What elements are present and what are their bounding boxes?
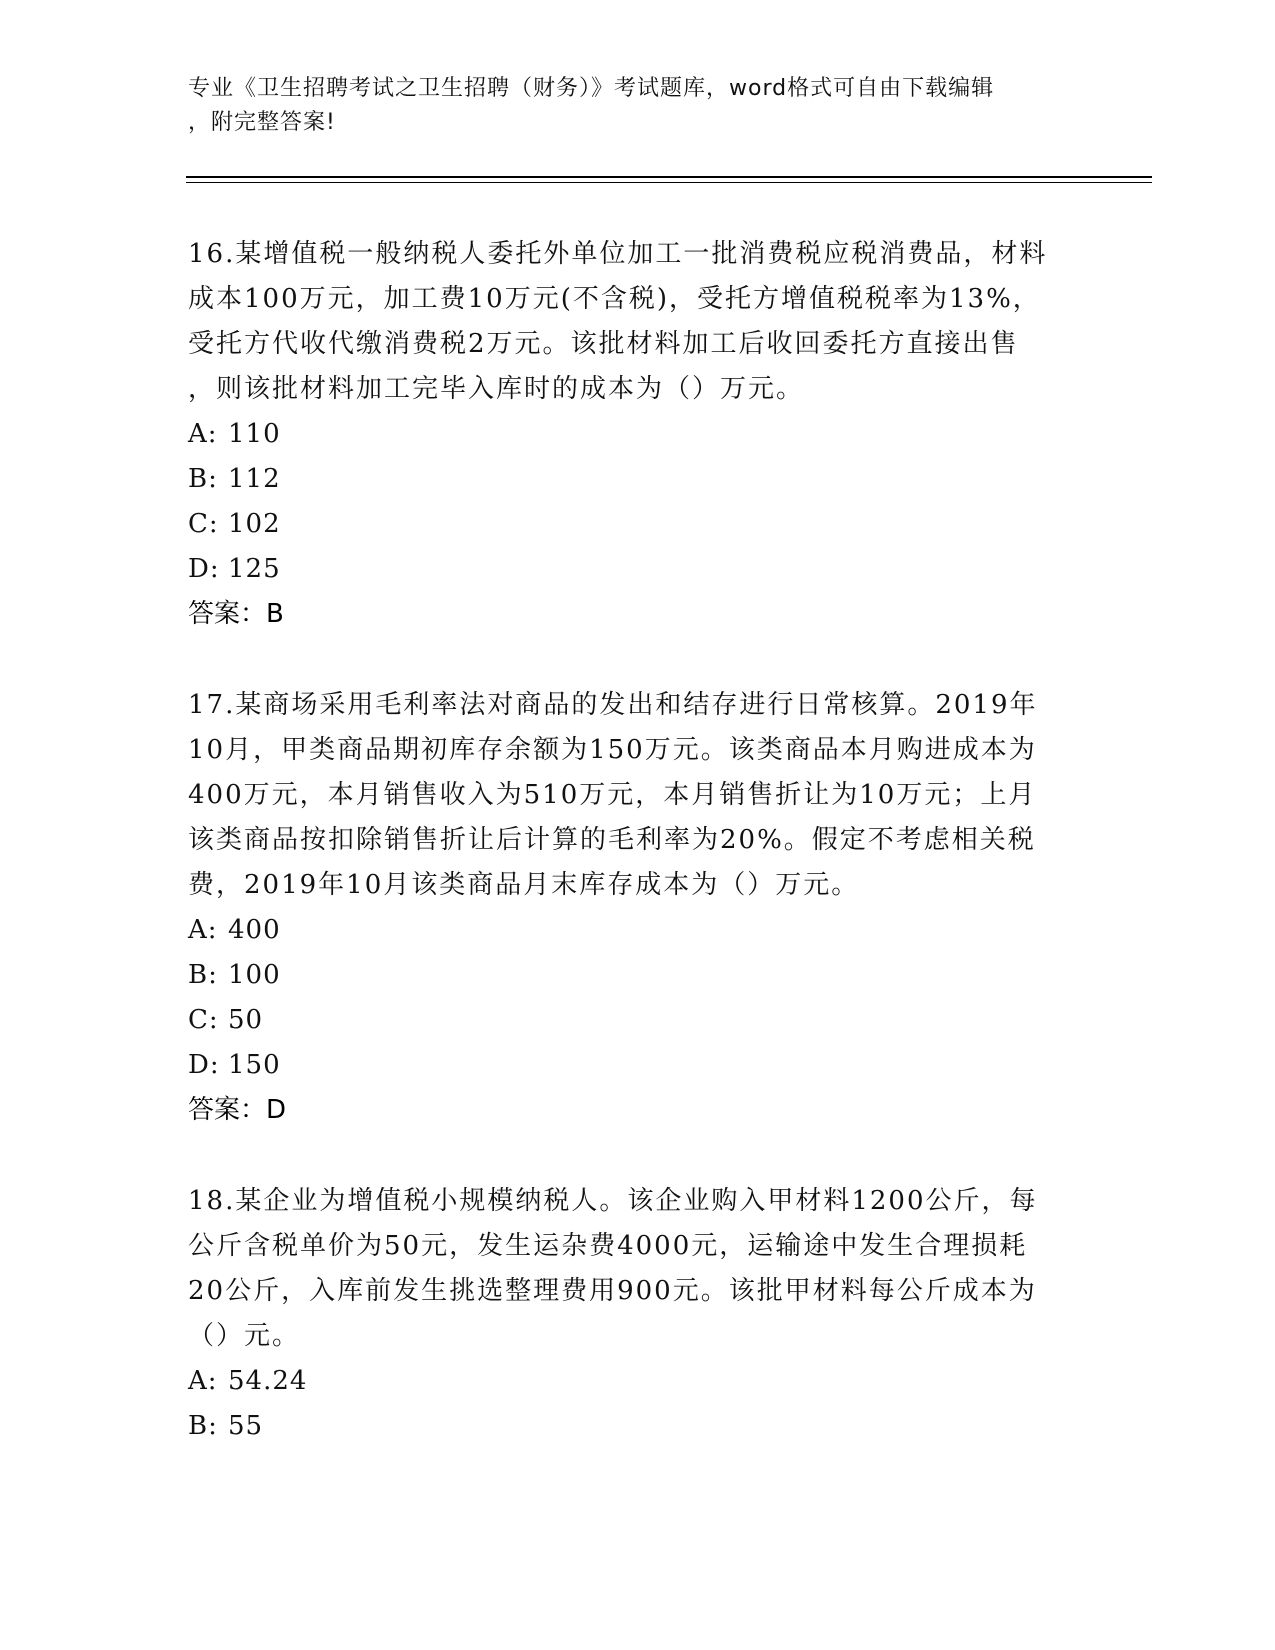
question-list xyxy=(188,232,1068,1495)
document-header xyxy=(188,72,1088,140)
option-value: 55 xyxy=(228,1411,264,1441)
option-value: 150 xyxy=(228,1050,281,1080)
option-value: 125 xyxy=(228,554,281,584)
question-text-line: （）元。 xyxy=(188,1321,301,1351)
question-text-line: 16.某增值税一般纳税人委托外单位加工一批消费税应税消费品，材料 xyxy=(188,239,1048,269)
header-divider-thin xyxy=(186,182,1152,183)
option-letter: C: xyxy=(188,1005,219,1035)
option-letter: D: xyxy=(188,1050,220,1080)
option-letter: C: xyxy=(188,509,219,539)
option-value: 54.24 xyxy=(228,1366,308,1396)
question-text-line: 18.某企业为增值税小规模纳税人。该企业购入甲材料1200公斤，每 xyxy=(188,1186,1038,1216)
option-value: 110 xyxy=(228,419,281,449)
answer-option xyxy=(188,502,1068,547)
option-letter: A: xyxy=(188,915,218,945)
question-text-line: 400万元，本月销售收入为510万元，本月销售折让为10万元；上月 xyxy=(188,780,1037,810)
option-value: 400 xyxy=(228,915,281,945)
option-letter: B: xyxy=(188,1411,218,1441)
question-block xyxy=(188,232,1068,637)
question-text-line: ，则该批材料加工完毕入库时的成本为（）万元。 xyxy=(188,374,805,404)
option-letter: B: xyxy=(188,960,218,990)
option-value: 112 xyxy=(228,464,281,494)
question-text-line: 公斤含税单价为50元，发生运杂费4000元，运输途中发生合理损耗 xyxy=(188,1231,1028,1261)
answer-option xyxy=(188,412,1068,457)
option-value: 50 xyxy=(228,1005,264,1035)
answer-option xyxy=(188,998,1068,1043)
question-text-line: 费，2019年10月该类商品月末库存成本为（）万元。 xyxy=(188,870,860,900)
question-block xyxy=(188,1179,1068,1449)
question-text-line: 20公斤，入库前发生挑选整理费用900元。该批甲材料每公斤成本为 xyxy=(188,1276,1037,1306)
question-text-line: 10月，甲类商品期初库存余额为150万元。该类商品本月购进成本为 xyxy=(188,735,1037,765)
option-value: 100 xyxy=(228,960,281,990)
option-letter: A: xyxy=(188,1366,218,1396)
answer-option xyxy=(188,1404,1068,1449)
question-text-line: 17.某商场采用毛利率法对商品的发出和结存进行日常核算。2019年 xyxy=(188,690,1038,720)
option-letter: A: xyxy=(188,419,218,449)
header-line-2: ，附完整答案! xyxy=(188,110,336,135)
option-letter: D: xyxy=(188,554,220,584)
answer-key: 答案：B xyxy=(188,599,284,629)
answer-key: 答案：D xyxy=(188,1095,287,1125)
question-text-line: 该类商品按扣除销售折让后计算的毛利率为20%。假定不考虑相关税 xyxy=(188,825,1036,855)
option-value: 102 xyxy=(228,509,281,539)
answer-option xyxy=(188,953,1068,998)
answer-option xyxy=(188,547,1068,592)
answer-option xyxy=(188,457,1068,502)
answer-option xyxy=(188,1359,1068,1404)
question-text-line: 受托方代收代缴消费税2万元。该批材料加工后收回委托方直接出售 xyxy=(188,329,1019,359)
question-block xyxy=(188,683,1068,1133)
answer-option xyxy=(188,1043,1068,1088)
answer-option xyxy=(188,908,1068,953)
header-line-1: 专业《卫生招聘考试之卫生招聘（财务）》考试题库，word格式可自由下载编辑 xyxy=(188,76,995,101)
header-divider-thick xyxy=(186,176,1152,178)
option-letter: B: xyxy=(188,464,218,494)
question-text-line: 成本100万元，加工费10万元(不含税)，受托方增值税税率为13%， xyxy=(188,284,1041,314)
